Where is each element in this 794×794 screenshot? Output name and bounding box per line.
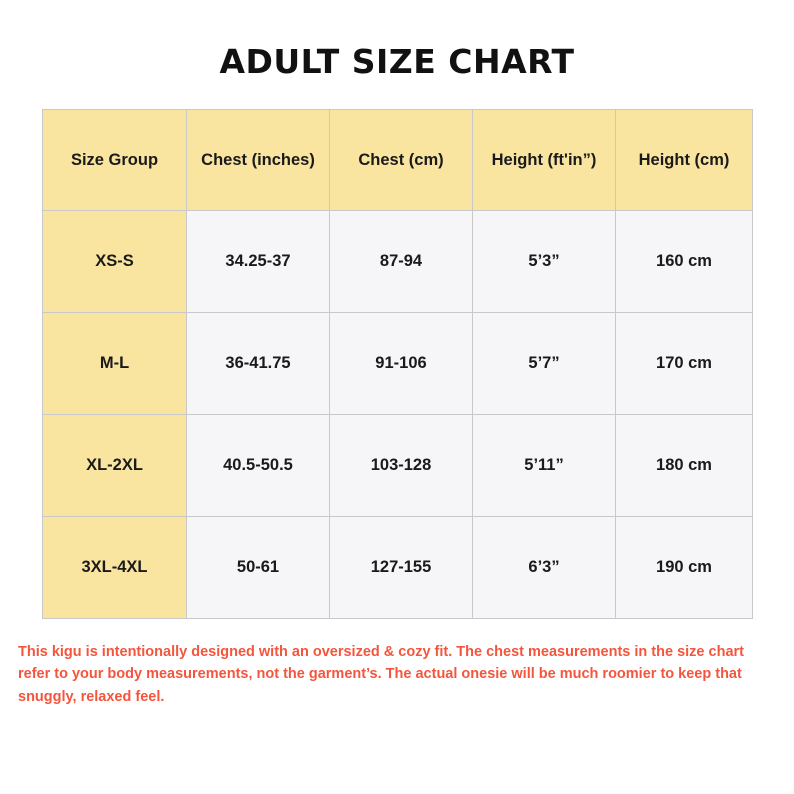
cell-height-cm: 160 cm	[616, 211, 753, 313]
cell-height-cm: 190 cm	[616, 517, 753, 619]
cell-size-group: 3XL-4XL	[43, 517, 187, 619]
table-row	[43, 517, 753, 619]
page-title: ADULT SIZE CHART	[219, 42, 575, 81]
cell-chest-inches: 34.25-37	[187, 211, 330, 313]
cell-chest-cm: 103-128	[330, 415, 473, 517]
cell-height-cm: 170 cm	[616, 313, 753, 415]
cell-size-group: XS-S	[43, 211, 187, 313]
cell-height-ftin: 6’3”	[473, 517, 616, 619]
table-row	[43, 211, 753, 313]
cell-chest-cm: 87-94	[330, 211, 473, 313]
table-row	[43, 415, 753, 517]
cell-size-group: XL-2XL	[43, 415, 187, 517]
table-header-row	[43, 110, 753, 211]
column-header-height-ftin: Height (ft'in”)	[473, 110, 616, 211]
cell-chest-inches: 50-61	[187, 517, 330, 619]
size-table	[42, 109, 753, 619]
column-header-chest-cm: Chest (cm)	[330, 110, 473, 211]
cell-size-group: M-L	[43, 313, 187, 415]
fit-note: This kigu is intentionally designed with an oversized & cozy fit. The chest measurements in the size chart refer to your body measurements, not the garment’s. The actual onesie will be much roomier to keep that snuggly, relaxed feel.	[18, 644, 744, 705]
table-body	[43, 211, 753, 619]
column-header-size-group: Size Group	[43, 110, 187, 211]
cell-height-ftin: 5’3”	[473, 211, 616, 313]
column-header-chest-inches: Chest (inches)	[187, 110, 330, 211]
column-header-height-cm: Height (cm)	[616, 110, 753, 211]
size-table-container	[42, 109, 752, 619]
cell-height-ftin: 5’11”	[473, 415, 616, 517]
cell-height-cm: 180 cm	[616, 415, 753, 517]
cell-chest-inches: 36-41.75	[187, 313, 330, 415]
cell-chest-inches: 40.5-50.5	[187, 415, 330, 517]
cell-chest-cm: 127-155	[330, 517, 473, 619]
cell-chest-cm: 91-106	[330, 313, 473, 415]
table-row	[43, 313, 753, 415]
table-header	[43, 110, 753, 211]
cell-height-ftin: 5’7”	[473, 313, 616, 415]
